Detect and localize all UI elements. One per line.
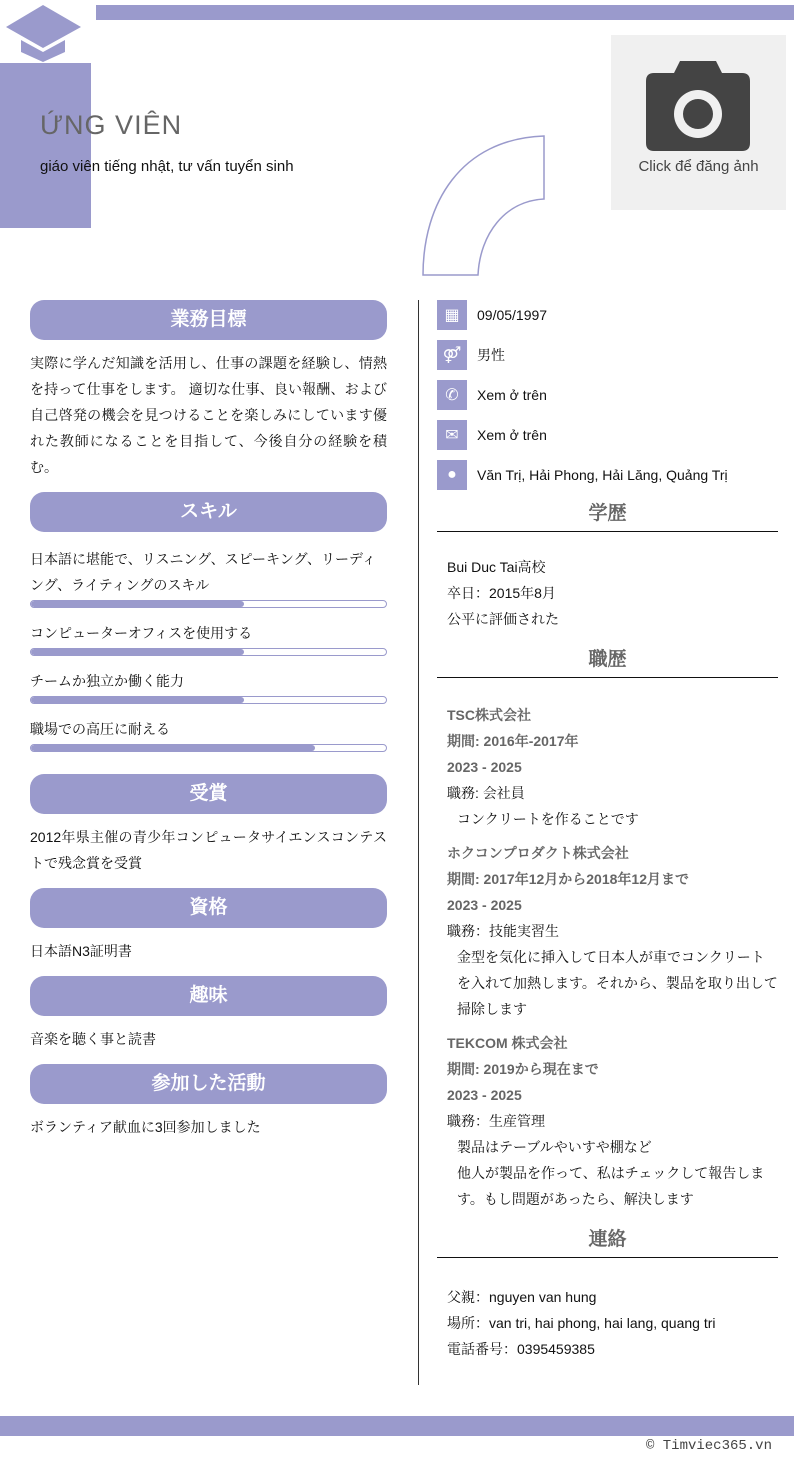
awards-text: 2012年県主催の青少年コンピュータサイエンスコンテストで残念賞を受賞 — [30, 829, 387, 871]
job-role: 職務：技能実習生 — [447, 923, 559, 939]
section-title-hobbies: 趣味 — [30, 976, 387, 1016]
left-column — [30, 300, 387, 1152]
skills-list — [30, 546, 387, 752]
job-description: 製品はテーブルやいすや棚など — [457, 1139, 652, 1155]
skill-label: 職場での高圧に耐える — [30, 721, 170, 737]
arc-decoration — [420, 134, 548, 278]
job-period: 期間: 2017年12月から2018年12月まで — [447, 871, 689, 887]
candidate-name: ỨNG VIÊN — [40, 110, 183, 140]
section-title-work: 職歴 — [437, 644, 778, 678]
photo-upload[interactable] — [611, 35, 786, 210]
hobbies-text: 音楽を聴く事と読書 — [30, 1031, 156, 1047]
left-decor-block — [0, 63, 91, 228]
section-title-certificates: 資格 — [30, 888, 387, 928]
education-body — [437, 554, 778, 632]
education-school: Bui Duc Tai高校 — [447, 559, 546, 575]
job-company: TSC株式会社 — [447, 707, 531, 723]
contact-body — [437, 1284, 778, 1362]
location-icon: ● — [437, 460, 467, 490]
skill-label: 日本語に堪能で、リスニング、スピーキング、リーディング、ライティングのスキル — [30, 551, 376, 593]
phone-icon: ✆ — [437, 380, 467, 410]
birthdate: 09/05/1997 — [477, 307, 548, 323]
email-icon: ✉ — [437, 420, 467, 450]
phone: Xem ở trên — [477, 387, 547, 403]
section-title-activities: 参加した活動 — [30, 1064, 387, 1104]
job-description: 他人が製品を作って、私はチェックして報告します。もし問題があったら、解決します — [457, 1165, 765, 1207]
contact-father: 父親：nguyen van hung — [447, 1289, 597, 1305]
certificates-text: 日本語N3証明書 — [30, 943, 132, 959]
skill-bar-fill — [31, 601, 244, 607]
education-graduation: 卒日：2015年8月 — [447, 585, 556, 601]
skill-bar-fill — [31, 649, 244, 655]
top-decor-bar — [96, 5, 794, 20]
job-entry — [447, 840, 778, 1022]
education-evaluation: 公平に評価された — [447, 611, 559, 627]
info-gender — [437, 340, 778, 370]
activities-text: ボランティア献血に3回参加しました — [30, 1119, 261, 1135]
job-period: 期間: 2019から現在まで — [447, 1061, 599, 1077]
job-description: コンクリートを作ることです — [457, 811, 639, 827]
section-title-awards: 受賞 — [30, 774, 387, 814]
job-title: giáo viên tiếng nhật, tư vấn tuyển sinh — [40, 158, 294, 175]
gender-icon: ⚤ — [437, 340, 467, 370]
objective-text: 実際に学んだ知識を活用し、仕事の課題を経験し、情熱を持って仕事をします。 適切な仕事、良い報酬、および自己啓発の機会を見つけることを楽しみにしています優れた教師になることを目指して、今後自分の経験を積む。 — [30, 355, 387, 475]
job-description: 金型を気化に挿入して日本人が車でコンクリートを入れて加熱します。それから、製品を取り出して掃除します — [457, 949, 778, 1017]
skill-bar — [30, 696, 387, 704]
info-email — [437, 420, 778, 450]
job-role: 職務：生産管理 — [447, 1113, 545, 1129]
skill-bar-fill — [31, 745, 315, 751]
job-company: TEKCOM 株式会社 — [447, 1035, 568, 1051]
section-title-skills: スキル — [30, 492, 387, 532]
job-entry — [447, 1030, 778, 1212]
graduation-cap-icon — [5, 4, 83, 62]
skill-bar — [30, 600, 387, 608]
job-entry — [447, 702, 778, 832]
section-title-contact: 連絡 — [437, 1224, 778, 1258]
photo-upload-label: Click để đăng ảnh — [638, 158, 759, 175]
section-title-objective: 業務目標 — [30, 300, 387, 340]
footer-bar — [0, 1416, 794, 1436]
info-address — [437, 460, 778, 490]
gender: 男性 — [477, 347, 505, 363]
right-column — [437, 300, 778, 1362]
column-divider — [418, 300, 419, 1385]
job-years: 2023 - 2025 — [447, 1087, 522, 1103]
job-company: ホクコンプロダクト株式会社 — [447, 845, 629, 861]
job-period: 期間: 2016年-2017年 — [447, 733, 579, 749]
contact-place: 場所：van tri, hai phong, hai lang, quang tri — [447, 1315, 716, 1331]
skill-bar — [30, 744, 387, 752]
copyright: © Timviec365.vn — [645, 1438, 772, 1454]
work-body — [437, 702, 778, 1212]
address: Văn Trị, Hải Phong, Hải Lăng, Quảng Trị — [477, 467, 728, 483]
job-years: 2023 - 2025 — [447, 759, 522, 775]
skill-bar-fill — [31, 697, 244, 703]
job-years: 2023 - 2025 — [447, 897, 522, 913]
skill-label: チームか独立か働く能力 — [30, 673, 184, 689]
skill-bar — [30, 648, 387, 656]
contact-phone: 電話番号：0395459385 — [447, 1341, 595, 1357]
calendar-icon: ▦ — [437, 300, 467, 330]
info-birthdate — [437, 300, 778, 330]
skill-label: コンピューターオフィスを使用する — [30, 625, 253, 641]
email: Xem ở trên — [477, 427, 547, 443]
job-role: 職務: 会社員 — [447, 785, 525, 801]
camera-icon — [646, 59, 751, 151]
info-phone — [437, 380, 778, 410]
section-title-education: 学歴 — [437, 498, 778, 532]
